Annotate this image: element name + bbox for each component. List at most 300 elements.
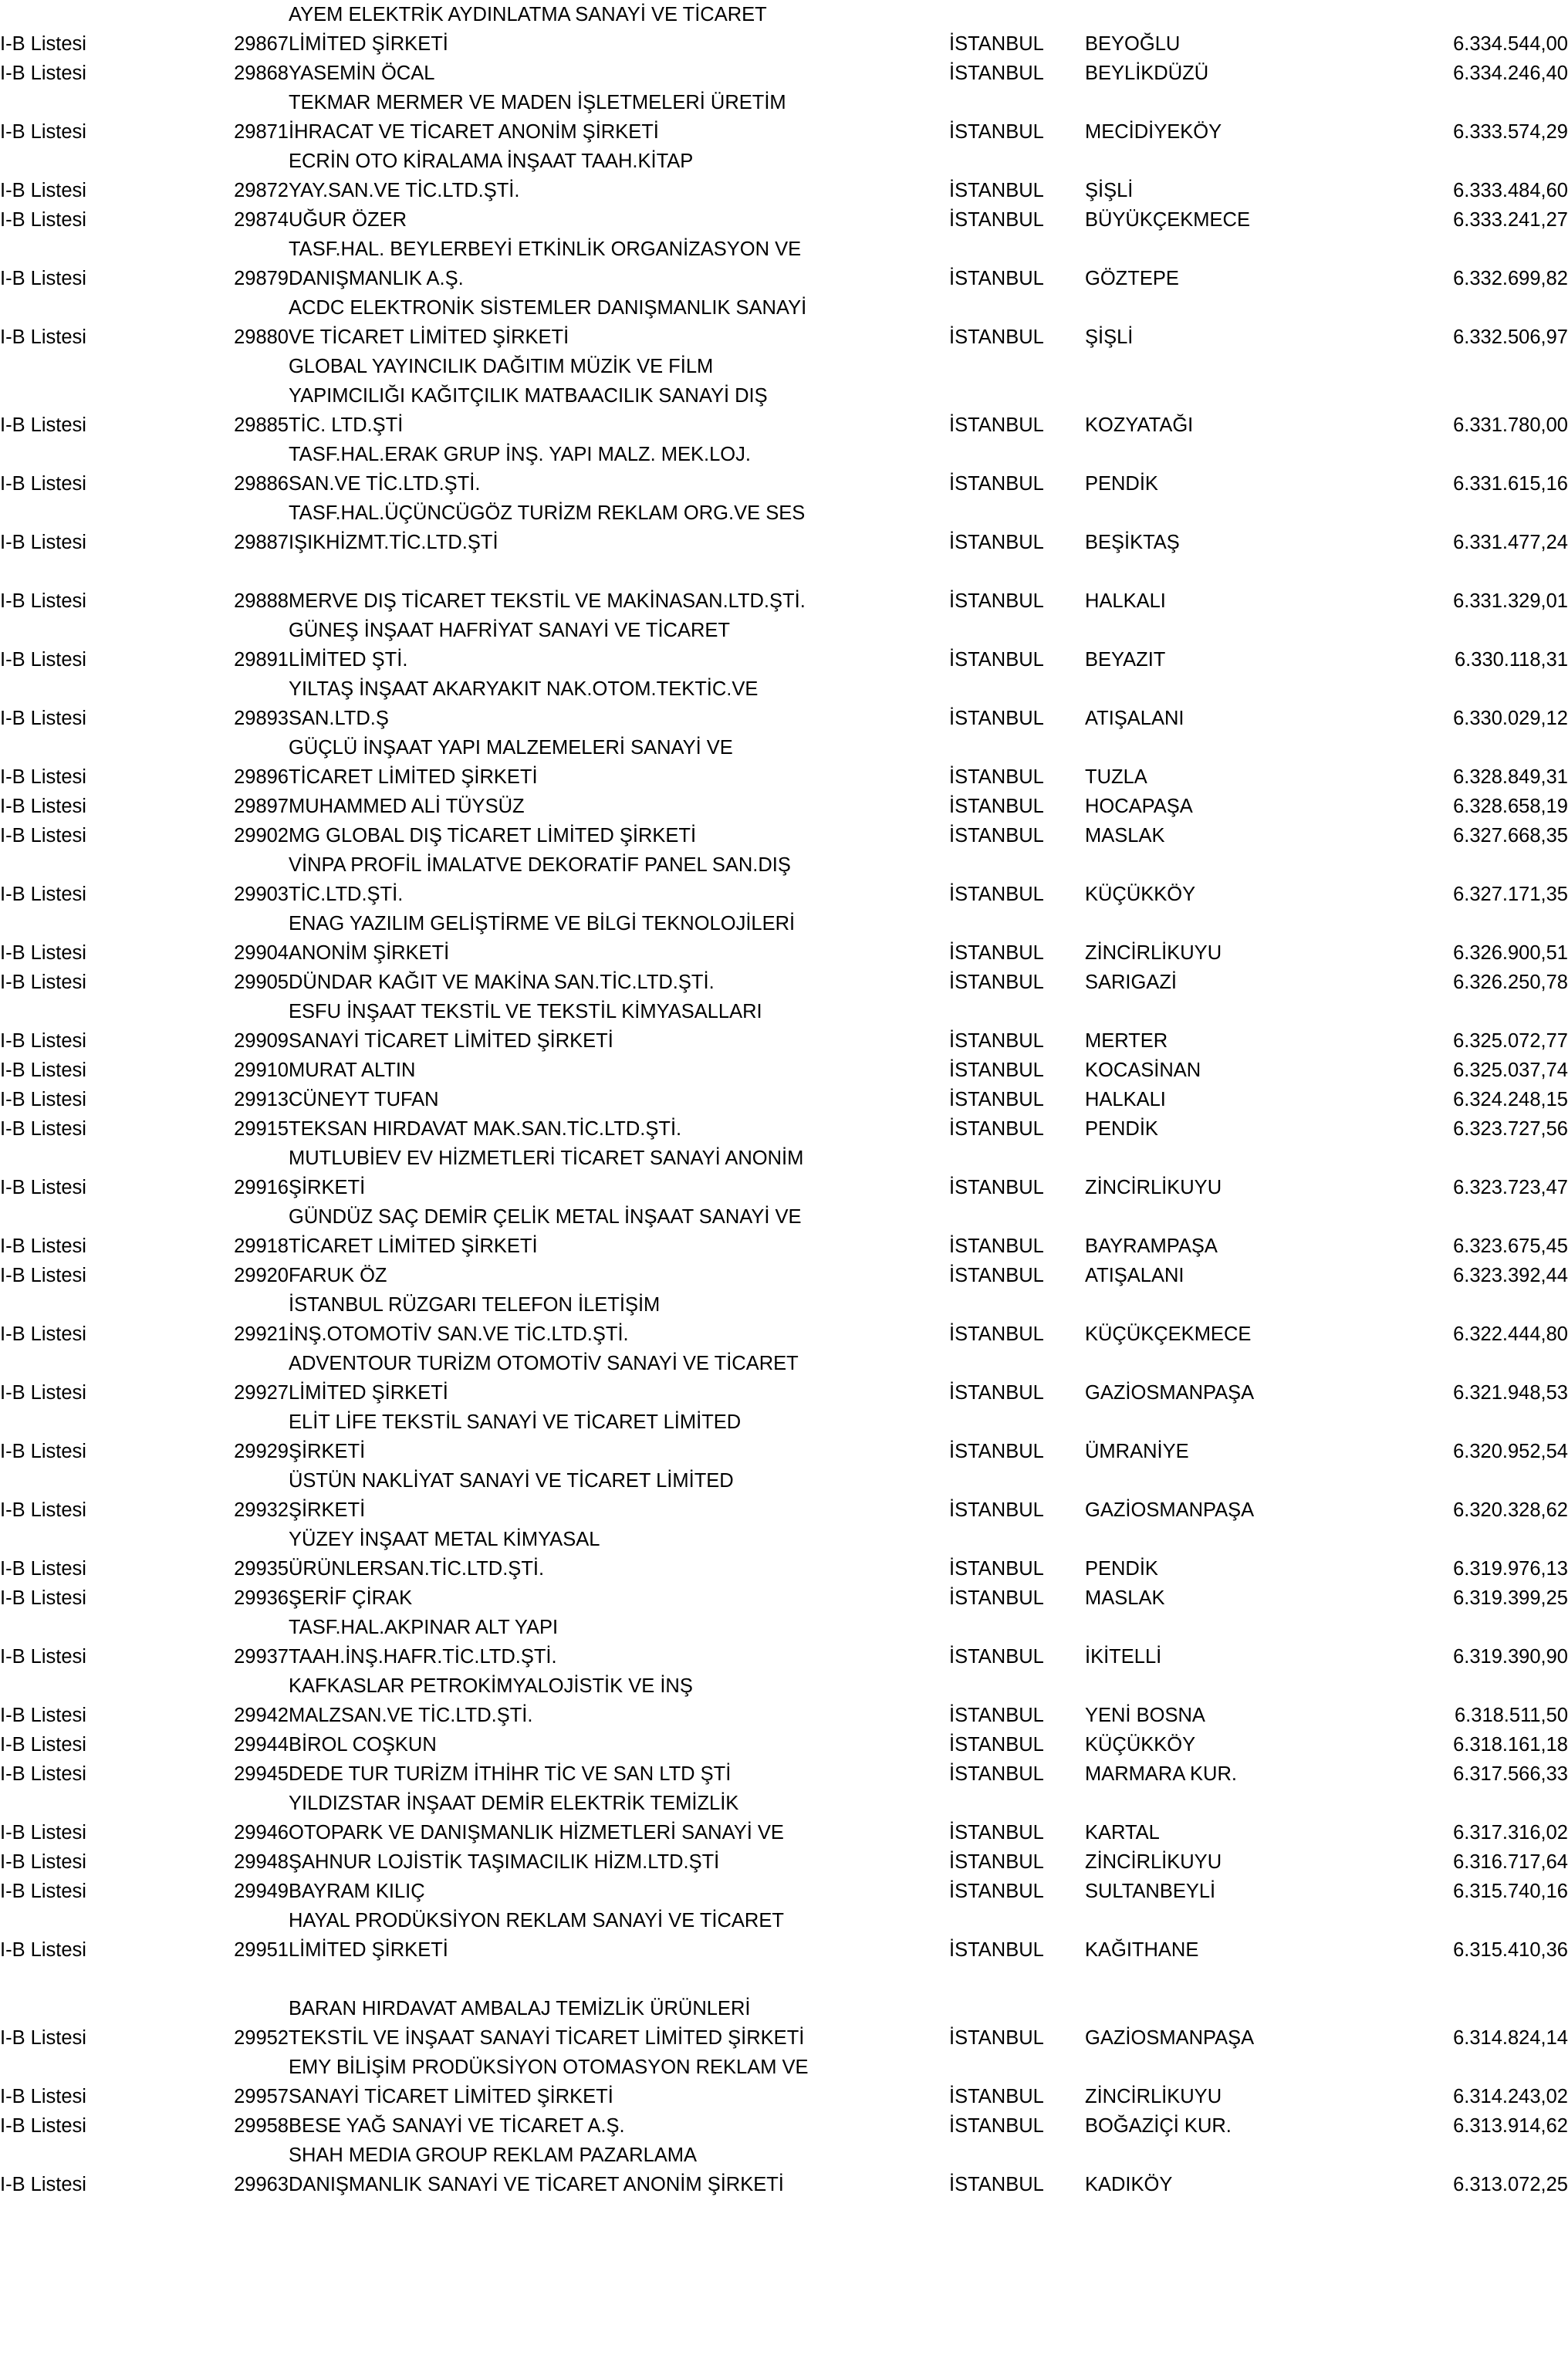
table-row <box>0 909 1568 968</box>
table-row <box>0 1759 1568 1789</box>
table-row <box>0 1349 1568 1408</box>
province <box>949 1759 1085 1789</box>
company-name-line: KAFKASLAR PETROKİMYALOJİSTİK VE İNŞ <box>289 1675 693 1697</box>
province-text: İSTANBUL <box>949 649 1044 671</box>
district <box>1085 1671 1363 1730</box>
district <box>1085 733 1363 792</box>
province-text: İSTANBUL <box>949 209 1044 231</box>
company-name-wrap <box>289 88 949 147</box>
district-text: BÜYÜKÇEKMECE <box>1085 209 1250 231</box>
list-type-text: I-B Listesi <box>0 1265 86 1286</box>
district <box>1085 1144 1363 1202</box>
company-name-wrap <box>289 498 949 557</box>
province <box>949 235 1085 293</box>
company-name-line: TİC.LTD.ŞTİ. <box>289 884 404 905</box>
sequence-number <box>179 733 289 792</box>
list-type-text: I-B Listesi <box>0 2027 86 2049</box>
company-name <box>289 147 949 205</box>
table-row <box>0 1730 1568 1759</box>
debt-amount <box>1363 733 1568 792</box>
company-name <box>289 2141 949 2199</box>
company-name-text: BESE YAĞ SANAYİ VE TİCARET A.Ş. <box>289 2115 625 2137</box>
company-name-line: OTOPARK VE DANIŞMANLIK HİZMETLERİ SANAYİ VE <box>289 1822 784 1844</box>
list-type <box>0 968 179 997</box>
company-name <box>289 733 949 792</box>
province-text: İSTANBUL <box>949 942 1044 964</box>
company-name-wrap <box>289 850 949 909</box>
list-type <box>0 1466 179 1525</box>
table-row <box>0 1613 1568 1671</box>
province <box>949 293 1085 352</box>
company-name-line: HAYAL PRODÜKSİYON REKLAM SANAYİ VE TİCARET <box>289 1910 784 1931</box>
debt-amount <box>1363 59 1568 88</box>
province-text: İSTANBUL <box>949 2027 1044 2049</box>
district <box>1085 1994 1363 2053</box>
province <box>949 997 1085 1056</box>
company-name <box>289 0 949 59</box>
sequence-number <box>179 1085 289 1114</box>
district <box>1085 1613 1363 1671</box>
list-type-text: I-B Listesi <box>0 473 86 495</box>
sequence-number <box>179 0 289 59</box>
list-type-text: I-B Listesi <box>0 1235 86 1257</box>
province-text: İSTANBUL <box>949 2174 1044 2195</box>
list-type-text: I-B Listesi <box>0 1587 86 1609</box>
debt-amount-text: 6.332.699,82 <box>1453 268 1568 289</box>
list-type <box>0 733 179 792</box>
province <box>949 1671 1085 1730</box>
sequence-number <box>179 1613 289 1671</box>
list-type <box>0 586 179 616</box>
list-type-text: I-B Listesi <box>0 2086 86 2107</box>
list-type <box>0 2111 179 2141</box>
district <box>1085 1906 1363 1965</box>
sequence-number <box>179 909 289 968</box>
company-name-line: VİNPA PROFİL İMALATVE DEKORATİF PANEL SAN.DIŞ <box>289 854 791 876</box>
sequence-number-text: 29896 <box>234 766 289 788</box>
company-name-line: İNŞ.OTOMOTİV SAN.VE TİC.LTD.ŞTİ. <box>289 1323 629 1345</box>
table-row <box>0 1261 1568 1290</box>
debt-amount-text: 6.313.914,62 <box>1453 2115 1568 2137</box>
sequence-number-text: 29936 <box>234 1587 289 1609</box>
district-text: GÖZTEPE <box>1085 268 1179 289</box>
list-type <box>0 909 179 968</box>
province <box>949 850 1085 909</box>
sequence-number <box>179 235 289 293</box>
company-name-wrap <box>289 997 949 1056</box>
district <box>1085 1408 1363 1466</box>
debt-amount-text: 6.313.072,25 <box>1453 2174 1568 2195</box>
company-name <box>289 2111 949 2141</box>
list-type-text: I-B Listesi <box>0 942 86 964</box>
sequence-number <box>179 792 289 821</box>
sequence-number-text: 29897 <box>234 796 289 817</box>
company-name <box>289 1759 949 1789</box>
list-type-text: I-B Listesi <box>0 1089 86 1110</box>
company-name <box>289 997 949 1056</box>
debt-amount <box>1363 147 1568 205</box>
list-type <box>0 1349 179 1408</box>
list-type-text: I-B Listesi <box>0 825 86 847</box>
table-row <box>0 2141 1568 2199</box>
table-row <box>0 1877 1568 1906</box>
list-type-text: I-B Listesi <box>0 2115 86 2137</box>
table-row <box>0 1847 1568 1877</box>
sequence-number-text: 29871 <box>234 121 289 143</box>
company-name-line: TASF.HAL.ÜÇÜNCÜGÖZ TURİZM REKLAM ORG.VE SES <box>289 502 806 524</box>
company-name-wrap <box>289 1349 949 1408</box>
company-name-text: ŞAHNUR LOJİSTİK TAŞIMACILIK HİZM.LTD.ŞTİ <box>289 1851 720 1873</box>
district-text: MERTER <box>1085 1030 1168 1052</box>
province-text: İSTANBUL <box>949 1646 1044 1668</box>
district <box>1085 205 1363 235</box>
district <box>1085 1085 1363 1114</box>
debt-amount-text: 6.323.675,45 <box>1453 1235 1568 1257</box>
debt-amount <box>1363 909 1568 968</box>
company-name <box>289 1466 949 1525</box>
sequence-number-text: 29868 <box>234 63 289 84</box>
company-name-line: MUTLUBİEV EV HİZMETLERİ TİCARET SANAYİ ANONİM <box>289 1147 804 1169</box>
province <box>949 1525 1085 1583</box>
province <box>949 792 1085 821</box>
sequence-number-text: 29963 <box>234 2174 289 2195</box>
province <box>949 733 1085 792</box>
district-text: GAZİOSMANPAŞA <box>1085 1382 1255 1404</box>
sequence-number-text: 29945 <box>234 1763 289 1785</box>
province-text: İSTANBUL <box>949 1177 1044 1198</box>
sequence-number <box>179 2111 289 2141</box>
debt-amount <box>1363 2111 1568 2141</box>
district-text: BOĞAZİÇİ KUR. <box>1085 2115 1232 2137</box>
province <box>949 2141 1085 2199</box>
company-name <box>289 1613 949 1671</box>
debt-amount <box>1363 205 1568 235</box>
table-row <box>0 0 1568 59</box>
province <box>949 440 1085 498</box>
debt-amount-text: 6.326.250,78 <box>1453 972 1568 993</box>
list-type-text: I-B Listesi <box>0 1382 86 1404</box>
sequence-number-text: 29921 <box>234 1323 289 1345</box>
sequence-number-text: 29957 <box>234 2086 289 2107</box>
sequence-number <box>179 2053 289 2111</box>
table-row <box>0 1114 1568 1144</box>
list-type <box>0 1847 179 1877</box>
sequence-number-text: 29905 <box>234 972 289 993</box>
province-text: İSTANBUL <box>949 1881 1044 1902</box>
province <box>949 1994 1085 2053</box>
debt-amount-text: 6.321.948,53 <box>1453 1382 1568 1404</box>
list-type <box>0 235 179 293</box>
sequence-number-text: 29915 <box>234 1118 289 1140</box>
list-type <box>0 1671 179 1730</box>
list-type <box>0 440 179 498</box>
province-text: İSTANBUL <box>949 708 1044 729</box>
table-row <box>0 997 1568 1056</box>
province-text: İSTANBUL <box>949 1382 1044 1404</box>
table-row <box>0 733 1568 792</box>
company-name-text: DEDE TUR TURİZM İTHİHR TİC VE SAN LTD ŞTİ <box>289 1763 732 1785</box>
district <box>1085 850 1363 909</box>
company-name <box>289 88 949 147</box>
province <box>949 1789 1085 1847</box>
company-name <box>289 1583 949 1613</box>
table-row <box>0 2053 1568 2111</box>
company-name <box>289 1290 949 1349</box>
debt-amount <box>1363 1994 1568 2053</box>
sequence-number-text: 29916 <box>234 1177 289 1198</box>
debt-amount-text: 6.317.566,33 <box>1453 1763 1568 1785</box>
company-name-text: DÜNDAR KAĞIT VE MAKİNA SAN.TİC.LTD.ŞTİ. <box>289 972 715 993</box>
list-type-text: I-B Listesi <box>0 180 86 201</box>
debt-amount <box>1363 1877 1568 1906</box>
debt-amount-text: 6.331.329,01 <box>1453 590 1568 612</box>
district-text: ZİNCİRLİKUYU <box>1085 2086 1222 2107</box>
district-text: BEŞİKTAŞ <box>1085 532 1180 553</box>
district <box>1085 2141 1363 2199</box>
sequence-number-text: 29944 <box>234 1734 289 1756</box>
company-name-wrap <box>289 2053 949 2111</box>
sequence-number-text: 29920 <box>234 1265 289 1286</box>
district-text: MASLAK <box>1085 825 1165 847</box>
province-text: İSTANBUL <box>949 1030 1044 1052</box>
district <box>1085 147 1363 205</box>
district <box>1085 59 1363 88</box>
sequence-number-text: 29918 <box>234 1235 289 1257</box>
company-name-wrap <box>289 2141 949 2199</box>
company-name-line: ELİT LİFE TEKSTİL SANAYİ VE TİCARET LİMİTED <box>289 1411 742 1433</box>
province-text: İSTANBUL <box>949 2115 1044 2137</box>
sequence-number <box>179 1114 289 1144</box>
district <box>1085 1759 1363 1789</box>
company-name-wrap <box>289 1466 949 1525</box>
company-name <box>289 1525 949 1583</box>
debt-amount-text: 6.330.118,31 <box>1455 649 1568 671</box>
company-name-wrap <box>289 1994 949 2053</box>
debt-amount-text: 6.319.390,90 <box>1453 1646 1568 1668</box>
company-name-wrap <box>289 1290 949 1349</box>
province-text: İSTANBUL <box>949 796 1044 817</box>
province <box>949 1408 1085 1466</box>
sequence-number <box>179 616 289 674</box>
company-name-line: YILTAŞ İNŞAAT AKARYAKIT NAK.OTOM.TEKTİC.VE <box>289 678 759 700</box>
district-text: HOCAPAŞA <box>1085 796 1193 817</box>
table-row <box>0 1466 1568 1525</box>
province <box>949 1114 1085 1144</box>
company-name <box>289 821 949 850</box>
list-type-text: I-B Listesi <box>0 1060 86 1081</box>
province-text: İSTANBUL <box>949 766 1044 788</box>
debt-amount <box>1363 2141 1568 2199</box>
province <box>949 1144 1085 1202</box>
district <box>1085 1789 1363 1847</box>
company-name-line: ÜRÜNLERSAN.TİC.LTD.ŞTİ. <box>289 1558 545 1580</box>
sequence-number <box>179 1144 289 1202</box>
company-name-text: MG GLOBAL DIŞ TİCARET LİMİTED ŞİRKETİ <box>289 825 697 847</box>
list-type <box>0 1290 179 1349</box>
company-name-text: TEKSAN HIRDAVAT MAK.SAN.TİC.LTD.ŞTİ. <box>289 1118 682 1140</box>
province-text: İSTANBUL <box>949 1734 1044 1756</box>
company-name-text: YASEMİN ÖCAL <box>289 63 435 84</box>
province <box>949 1290 1085 1349</box>
list-type-text: I-B Listesi <box>0 766 86 788</box>
company-name-line: ACDC ELEKTRONİK SİSTEMLER DANIŞMANLIK SANAYİ <box>289 297 807 319</box>
sequence-number <box>179 1671 289 1730</box>
district <box>1085 1525 1363 1583</box>
company-name-wrap <box>289 1906 949 1965</box>
debt-amount <box>1363 1525 1568 1583</box>
debt-amount-text: 6.327.171,35 <box>1453 884 1568 905</box>
company-name-line: LİMİTED ŞİRKETİ <box>289 33 448 55</box>
list-type-text: I-B Listesi <box>0 1499 86 1521</box>
company-name-line: TEKMAR MERMER VE MADEN İŞLETMELERİ ÜRETİM <box>289 92 786 113</box>
district-text: KÜÇÜKÇEKMECE <box>1085 1323 1252 1345</box>
district-text: HALKALI <box>1085 1089 1166 1110</box>
spacer-cell <box>0 557 1568 586</box>
province <box>949 1847 1085 1877</box>
list-type-text: I-B Listesi <box>0 1705 86 1726</box>
province <box>949 1613 1085 1671</box>
list-type <box>0 0 179 59</box>
district-text: ZİNCİRLİKUYU <box>1085 1851 1222 1873</box>
debt-amount-text: 6.314.243,02 <box>1453 2086 1568 2107</box>
debt-amount-text: 6.333.484,60 <box>1453 180 1568 201</box>
province-text: İSTANBUL <box>949 1822 1044 1844</box>
company-name-wrap <box>289 1202 949 1261</box>
district-text: GAZİOSMANPAŞA <box>1085 2027 1255 2049</box>
table-row <box>0 850 1568 909</box>
company-name-text: CÜNEYT TUFAN <box>289 1089 439 1110</box>
table-row <box>0 1525 1568 1583</box>
list-type <box>0 1789 179 1847</box>
province <box>949 1730 1085 1759</box>
company-name <box>289 498 949 557</box>
sequence-number-text: 29887 <box>234 532 289 553</box>
list-type-text: I-B Listesi <box>0 414 86 436</box>
debt-amount <box>1363 850 1568 909</box>
sequence-number-text: 29888 <box>234 590 289 612</box>
district-text: KÜÇÜKKÖY <box>1085 1734 1196 1756</box>
list-type-text: I-B Listesi <box>0 1763 86 1785</box>
list-type-text: I-B Listesi <box>0 1441 86 1462</box>
sequence-number-text: 29867 <box>234 33 289 55</box>
province-text: İSTANBUL <box>949 1939 1044 1961</box>
sequence-number <box>179 850 289 909</box>
sequence-number <box>179 88 289 147</box>
debt-amount-text: 6.325.037,74 <box>1453 1060 1568 1081</box>
debt-amount <box>1363 1290 1568 1349</box>
company-name-wrap <box>289 1789 949 1847</box>
company-name-line: TASF.HAL. BEYLERBEYİ ETKİNLİK ORGANİZASYON VE <box>289 238 802 260</box>
company-name <box>289 1261 949 1290</box>
province <box>949 1906 1085 1965</box>
sequence-number <box>179 1466 289 1525</box>
company-name-line: VE TİCARET LİMİTED ŞİRKETİ <box>289 326 569 348</box>
district-text: ZİNCİRLİKUYU <box>1085 942 1222 964</box>
province-text: İSTANBUL <box>949 326 1044 348</box>
company-name <box>289 1202 949 1261</box>
district <box>1085 1114 1363 1144</box>
debt-amount <box>1363 352 1568 440</box>
company-name-line: SANAYİ TİCARET LİMİTED ŞİRKETİ <box>289 1030 613 1052</box>
spacer-row <box>0 1965 1568 1994</box>
province <box>949 674 1085 733</box>
table-row <box>0 293 1568 352</box>
company-name-text: FARUK ÖZ <box>289 1265 387 1286</box>
list-type <box>0 2053 179 2111</box>
company-name-line: TAAH.İNŞ.HAFR.TİC.LTD.ŞTİ. <box>289 1646 557 1668</box>
company-name <box>289 1877 949 1906</box>
district <box>1085 1349 1363 1408</box>
company-name <box>289 1085 949 1114</box>
province <box>949 352 1085 440</box>
district-text: GAZİOSMANPAŞA <box>1085 1499 1255 1521</box>
debt-amount <box>1363 821 1568 850</box>
company-name-line: GÜNDÜZ SAÇ DEMİR ÇELİK METAL İNŞAAT SANAYİ VE <box>289 1206 802 1228</box>
company-name-wrap <box>289 1613 949 1671</box>
district-text: BEYAZIT <box>1085 649 1166 671</box>
list-type-text: I-B Listesi <box>0 268 86 289</box>
sequence-number-text: 29952 <box>234 2027 289 2049</box>
company-name <box>289 1408 949 1466</box>
province-text: İSTANBUL <box>949 1323 1044 1345</box>
debt-amount <box>1363 235 1568 293</box>
district <box>1085 2053 1363 2111</box>
sequence-number <box>179 586 289 616</box>
table-row <box>0 586 1568 616</box>
debt-amount <box>1363 1056 1568 1085</box>
list-type-text: I-B Listesi <box>0 1734 86 1756</box>
company-name-line: LİMİTED ŞİRKETİ <box>289 1939 448 1961</box>
table-row <box>0 1671 1568 1730</box>
province-text: İSTANBUL <box>949 414 1044 436</box>
table-row <box>0 1583 1568 1613</box>
table-row <box>0 1906 1568 1965</box>
debt-amount <box>1363 1789 1568 1847</box>
district <box>1085 616 1363 674</box>
company-name-line: AYEM ELEKTRİK AYDINLATMA SANAYİ VE TİCARET <box>289 4 767 25</box>
district <box>1085 293 1363 352</box>
province-text: İSTANBUL <box>949 1089 1044 1110</box>
table-row <box>0 440 1568 498</box>
list-type-text: I-B Listesi <box>0 1323 86 1345</box>
company-name-text: UĞUR ÖZER <box>289 209 407 231</box>
company-name <box>289 1671 949 1730</box>
company-name-line: ANONİM ŞİRKETİ <box>289 942 450 964</box>
sequence-number-text: 29929 <box>234 1441 289 1462</box>
sequence-number-text: 29893 <box>234 708 289 729</box>
table-row <box>0 1290 1568 1349</box>
table-row <box>0 1789 1568 1847</box>
company-name-text: ŞERİF ÇİRAK <box>289 1587 413 1609</box>
sequence-number-text: 29885 <box>234 414 289 436</box>
debt-amount-text: 6.326.900,51 <box>1453 942 1568 964</box>
list-type-text: I-B Listesi <box>0 590 86 612</box>
district-text: ZİNCİRLİKUYU <box>1085 1177 1222 1198</box>
sequence-number <box>179 1789 289 1847</box>
province-text: İSTANBUL <box>949 532 1044 553</box>
province-text: İSTANBUL <box>949 1499 1044 1521</box>
table-row <box>0 498 1568 557</box>
company-name <box>289 293 949 352</box>
company-name-line: İSTANBUL RÜZGARI TELEFON İLETİŞİM <box>289 1294 661 1316</box>
district <box>1085 1202 1363 1261</box>
district <box>1085 235 1363 293</box>
district <box>1085 792 1363 821</box>
company-name-wrap <box>289 1408 949 1466</box>
list-type-text: I-B Listesi <box>0 121 86 143</box>
district-text: KÜÇÜKKÖY <box>1085 884 1196 905</box>
debt-amount-text: 6.325.072,77 <box>1453 1030 1568 1052</box>
